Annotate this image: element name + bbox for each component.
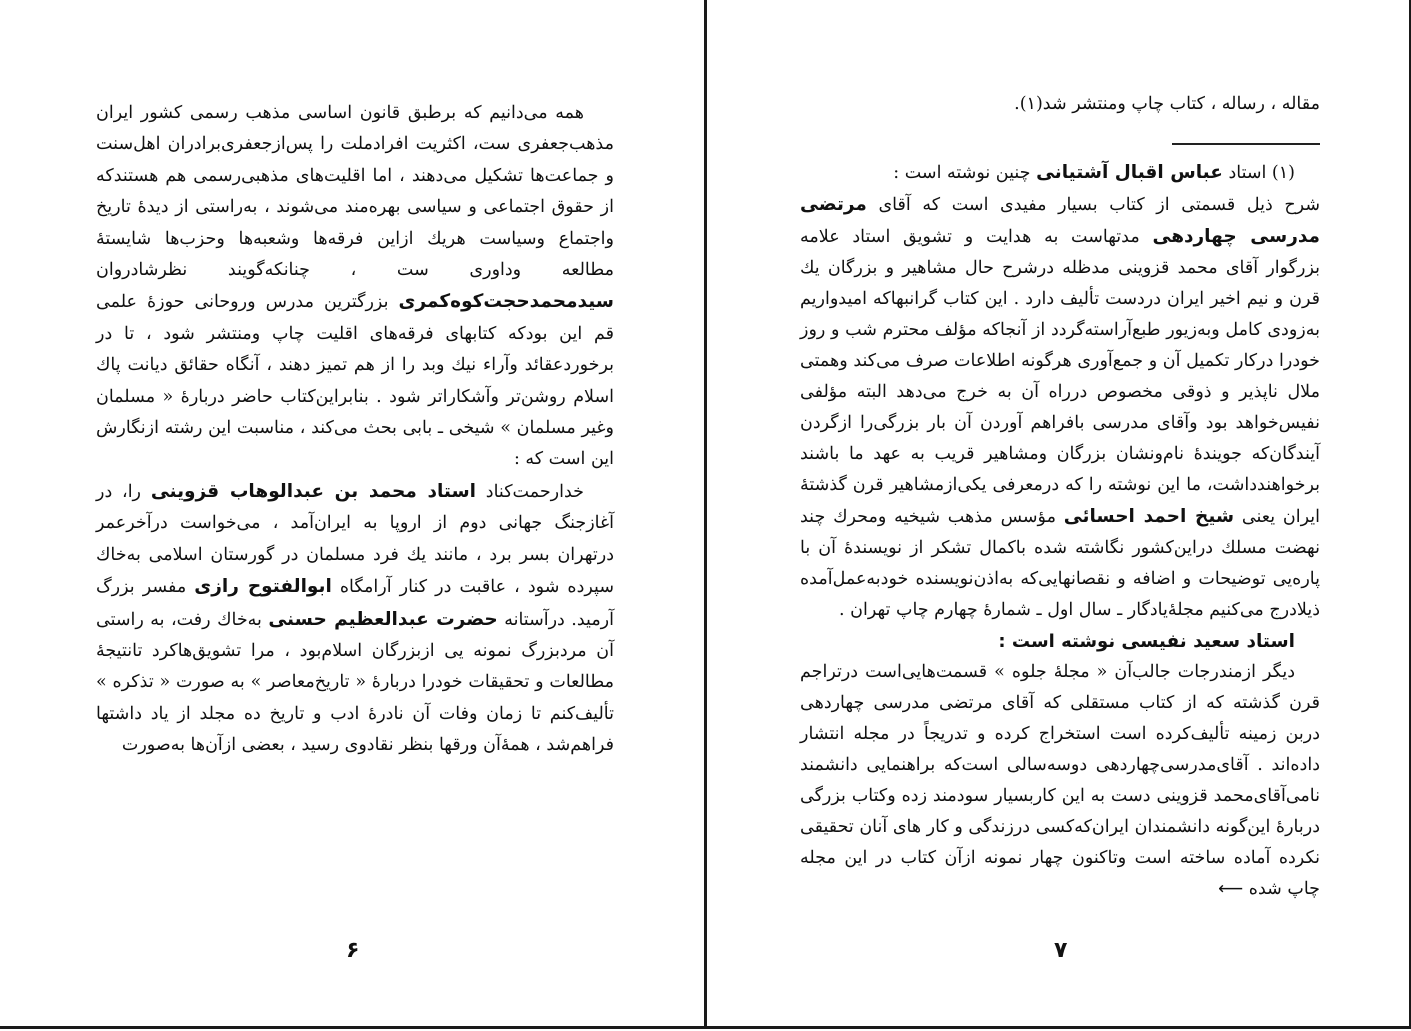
- text-run: (۱) استاد: [1222, 163, 1295, 183]
- text-run: مدتهاست به هدایت و تشویق استاد علامه بزرگوار آقای محمد قزوینی مدظله درشرح حال مشاهیر و بزرگان یك قرن و نیم اخیر ایران دردست تألیف دارد . این کتاب گرانبهاکه امیدواریم به‌زودی کامل وبه‌زیور طبع‌آراسته‌گردد از آنجاکه مؤلف محترم شب و روز خودرا درکار تکمیل آن و جمع‌آوری هرگونه اطلاعات صرف می‌کند وهمتی ملال ناپذیر و ذوقی مخصوص درراه آن به خرج می‌دهد البته مؤلفی نفیس‌خواهد بود وآقای مدرسی بافراهم آوردن آن بار بزرگی‌را ازگردن آیندگان‌که جویندهٔ نام‌ونشان بزرگان ومشاهیر قریب به عهد ما باشند برخواهندداشت، ما این نوشته را که درمعرفی یکی‌ازمشاهیر قرن گذشتهٔ ایران یعنی: [800, 227, 1320, 527]
- right-page-footnote: [800, 157, 1320, 905]
- text-run: شرح ذیل قسمتی از کتاب بسیار مفیدی است که آقای: [866, 195, 1320, 215]
- bold-name: حضرت عبدالعظیم حسنی: [268, 608, 498, 630]
- left-page: [0, 0, 707, 1026]
- right-page-number: ۷: [1054, 938, 1068, 963]
- text-run: چنین نوشته است :: [893, 163, 1037, 183]
- bold-name: استاد محمد بن عبدالوهاب قزوینی: [150, 480, 476, 502]
- text-run: مؤسس مذهب شیخیه ومحرك چند نهضت مسلك دراین‌کشور نگاشته شده باکمال تشکر از نویسندهٔ آن با پاره‌یی توضیحات و اضافه و نقصانهایی‌که بەاذن‌نویسنده خودبه‌عمل‌آمده ذیلادرج می‌کنیم مجلهٔ‌یادگار ـ سال اول ـ شمارهٔ چهارم چاپ تهران .: [800, 507, 1320, 620]
- bold-name: ابوالفتوح رازی: [194, 576, 332, 598]
- paragraph: [96, 98, 614, 476]
- text-run: بزرگترین مدرس وروحانی حوزهٔ علمی قم این بودکه کتابهای فرقه‌های اقلیت چاپ ومنتشر شود ، تا در برخوردعقائد وآراء نیك وبد را از هم تمیز دهند ، آنگاه حقائق دیانت پاك اسلام روشن‌تر وآشکاراتر شود . بنابراین‌کتاب حاضر دربارهٔ « مسلمان وغیر مسلمان » شیخی ـ بابی بحث می‌کند ، مناسبت این رشته ازنگارش این است که :: [96, 292, 614, 470]
- bold-name: مرتضی مدرسی چهاردهی: [800, 194, 1320, 247]
- section-heading: [800, 626, 1320, 657]
- left-page-body: [96, 98, 614, 762]
- bottom-rule: [0, 1026, 1411, 1029]
- paragraph: [800, 189, 1320, 626]
- bold-name: شیخ احمد احسائی: [1063, 506, 1235, 527]
- text-run: نوشته است :: [998, 631, 1122, 652]
- text-run: را، در آغازجنگ جهانی دوم از اروپا به ایران‌آمد ، می‌خواست درآخرعمر درتهران بسر برد ، مانند یك فرد مسلمان در گورستان اسلامی به‌خاك سپرده شود ، عاقبت در کنار آرامگاه: [96, 481, 614, 598]
- text-run: به‌خاك رفت، به راستی آن مردبزرگ نمونه یی ازبزرگان اسلام‌بود ، مرا تشویق‌هاکرد تانتیجهٔ مطالعات و تحقیقات خودرا دربارهٔ « تاریخ‌معاصر » به صورت « تذکره » تألیف‌کنم تا زمان وفات آن نادرهٔ ادب و تاریخ ده مجلد از یاد داشتها فراهم‌شد ، همهٔ‌آن ورقها بنظر نقادوی رسید ، بعضی ازآن‌ها به‌صورت: [96, 609, 614, 756]
- paragraph: [800, 157, 1320, 189]
- footnote-separator: [1172, 143, 1320, 145]
- paragraph: [800, 657, 1320, 905]
- bold-name: استاد سعید نفیسی: [1121, 631, 1295, 652]
- bold-name: عباس اقبال آشتیانی: [1036, 162, 1223, 183]
- bold-name: سیدمحمدحجت‌کوه‌کمری: [398, 291, 614, 313]
- paragraph: [96, 476, 614, 762]
- right-page-top-line: مقاله ، رساله ، کتاب چاپ ومنتشر شد(۱).: [1014, 94, 1320, 114]
- text-run: همه می‌دانیم که برطبق قانون اساسی مذهب رسمی کشور ایران مذهب‌جعفری ست، اکثریت افرادملت را پس‌ازجعفری‌برادران اهل‌سنت و جماعت‌ها تشکیل می‌دهند ، اما اقلیت‌های مذهبی‌رسمی هم هستندکه از حقوق اجتماعی و سیاسی بهره‌مند می‌شوند ، به‌راستی از دیدهٔ تاریخ واجتماع وسیاست هریك ازاین فرقه‌ها وشعبه‌ها وحزب‌ها شایستهٔ مطالعه وداوری ست ، چنانکه‌گویند نظرشادروان: [96, 103, 614, 281]
- text-run: مفسر بزرگ آرمید. درآستانه: [96, 577, 614, 630]
- text-run: دیگر ازمندرجات جالب‌آن « مجلهٔ جلوه » قسمت‌هایی‌است درتراجم قرن گذشته که از کتاب مستقلی که آقای مرتضی مدرسی چهاردهی دربن زمینه تألیف‌کرده است استخراج کرده و تدریجاً در مجله انتشار داده‌اند . آقای‌مدرسی‌چهاردهی دوسه‌سالی است‌که براهنمایی دانشمند نامی‌آقای‌محمد قزوینی دست به این کاربسیار سودمند زده وکتاب بزرگی دربارهٔ این‌گونه دانشمندان ایران‌که‌کسی درزندگی و کار های آنان تحقیقی نکرده آماده ساخته است وتاکنون چهار نمونه ازآن کتاب در این مجله چاپ شده: [800, 662, 1320, 899]
- text-run: ⟵: [1218, 879, 1244, 899]
- text-run: خدارحمت‌کناد: [476, 481, 584, 502]
- left-page-number: ۶: [346, 938, 360, 963]
